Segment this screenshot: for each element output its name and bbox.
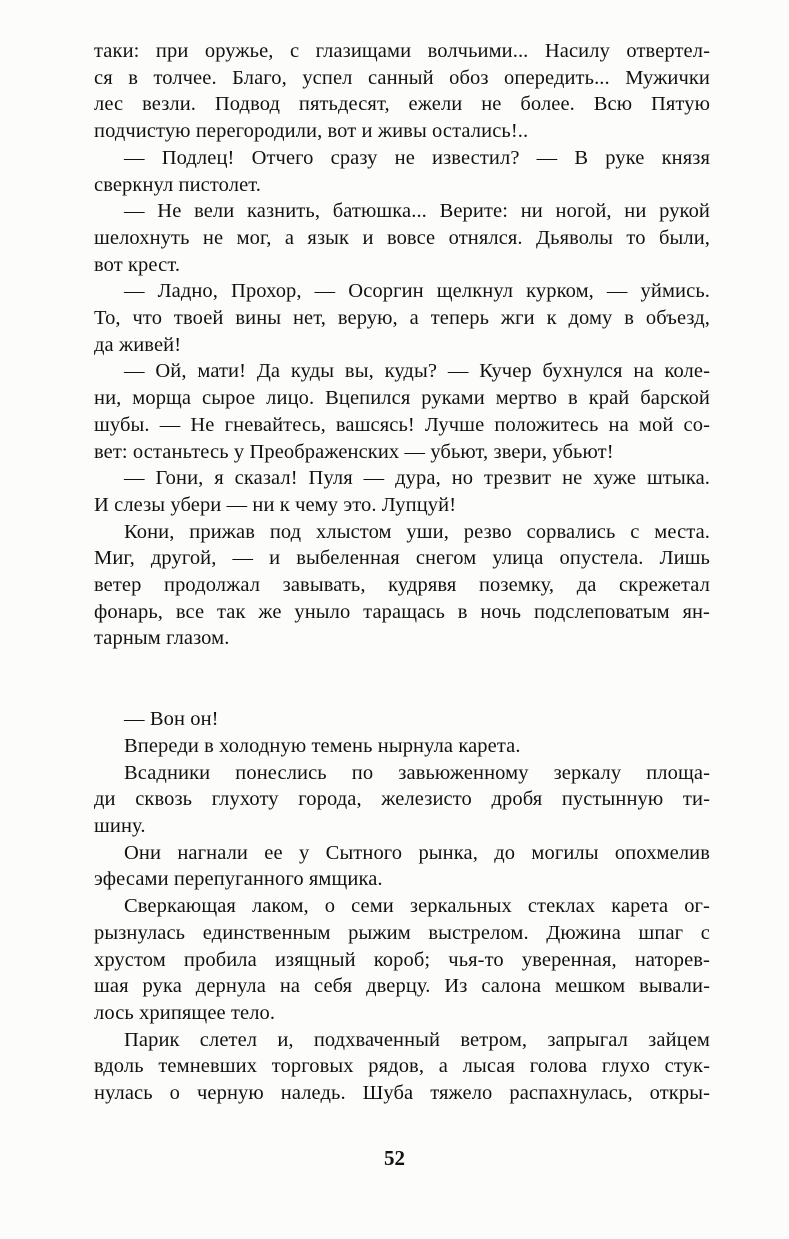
text-line: вет: останьтесь у Преображенских — убьют, звери, убьют! [94, 440, 614, 463]
text-line: шину. [94, 814, 146, 837]
text-line: шубы. — Не гневайтесь, вашсясь! Лучше положитесь на мой со- [94, 413, 710, 436]
text-line: Сверкающая лаком, о семи зеркальных стеклах карета ог- [124, 895, 710, 918]
text-line: Впереди в холодную темень нырнула карета. [124, 734, 521, 757]
text-line: нулась о черную наледь. Шуба тяжело распахнулась, откры- [94, 1082, 710, 1105]
text-line: тарным глазом. [94, 627, 230, 650]
text-line: рызнулась единственным рыжим выстрелом. Дюжина шпаг с [94, 921, 710, 944]
text-line: ди сквозь глухоту города, железисто дробя пустынную ти- [94, 788, 710, 811]
text-line: да живей! [94, 333, 182, 356]
text-line: ни, морща сырое лицо. Вцепился руками мертво в край барской [94, 387, 710, 410]
text-line: вот крест. [94, 253, 181, 276]
text-line: Всадники понеслись по завьюженному зеркалу площа- [124, 761, 710, 784]
text-line: Кони, прижав под хлыстом уши, резво сорвались с места. [124, 520, 710, 543]
text-line: шелохнуть не мог, а язык и вовсе отнялся. Дьяволы то были, [94, 226, 710, 249]
page-number: 52 [384, 1146, 405, 1170]
text-line: То, что твоей вины нет, верую, а теперь жги к дому в объезд, [94, 307, 710, 330]
text-line: шая рука дернула на себя дверцу. Из салона мешком вывали- [94, 975, 710, 998]
text-body [94, 38, 710, 1107]
text-line: лес везли. Подвод пятьдесят, ежели не более. Всю Пятую [94, 93, 710, 116]
text-line: сверкнул пистолет. [94, 173, 262, 196]
text-line: — Гони, я сказал! Пуля — дура, но трезвит не хуже штыка. [124, 467, 710, 490]
text-line: таки: при оружье, с глазищами волчьими... Насилу отвертел- [94, 40, 710, 62]
text-line: — Подлец! Отчего сразу не известил? — В руке князя [124, 146, 710, 169]
text-line: эфесами перепуганного ямщика. [94, 868, 383, 891]
text-line: ся в толчее. Благо, успел санный обоз опередить... Мужички [94, 66, 710, 89]
text-line: — Ладно, Прохор, — Осоргин щелкнул курком, — уймись. [124, 280, 710, 303]
text-line: хрустом пробила изящный короб; чья-то уверенная, наторев- [94, 948, 710, 971]
text-line: лось хрипящее тело. [94, 1001, 276, 1024]
text-line: Они нагнали ее у Сытного рынка, до могилы опохмелив [124, 841, 710, 864]
text-line: подчистую перегородили, вот и живы остались!.. [94, 120, 529, 143]
text-section [94, 706, 710, 1107]
text-line: ветер продолжал завывать, кудрявя поземку, да скрежетал [94, 574, 710, 597]
text-line: — Ой, мати! Да куды вы, куды? — Кучер бухнулся на коле- [124, 360, 710, 383]
text-line: фонарь, все так же уныло таращась в ночь подслеповатым ян- [94, 600, 710, 623]
text-line: И слезы убери — ни к чему это. Лупцуй! [94, 493, 457, 516]
text-line: вдоль темневших торговых рядов, а лысая голова глухо стук- [94, 1055, 710, 1078]
text-line: Парик слетел и, подхваченный ветром, запрыгал зайцем [124, 1028, 710, 1051]
text-line: Миг, другой, — и выбеленная снегом улица опустела. Лишь [94, 547, 710, 570]
text-section [94, 38, 710, 652]
text-line: — Не вели казнить, батюшка... Верите: ни ногой, ни рукой [124, 200, 710, 223]
text-line: — Вон он! [124, 708, 219, 731]
